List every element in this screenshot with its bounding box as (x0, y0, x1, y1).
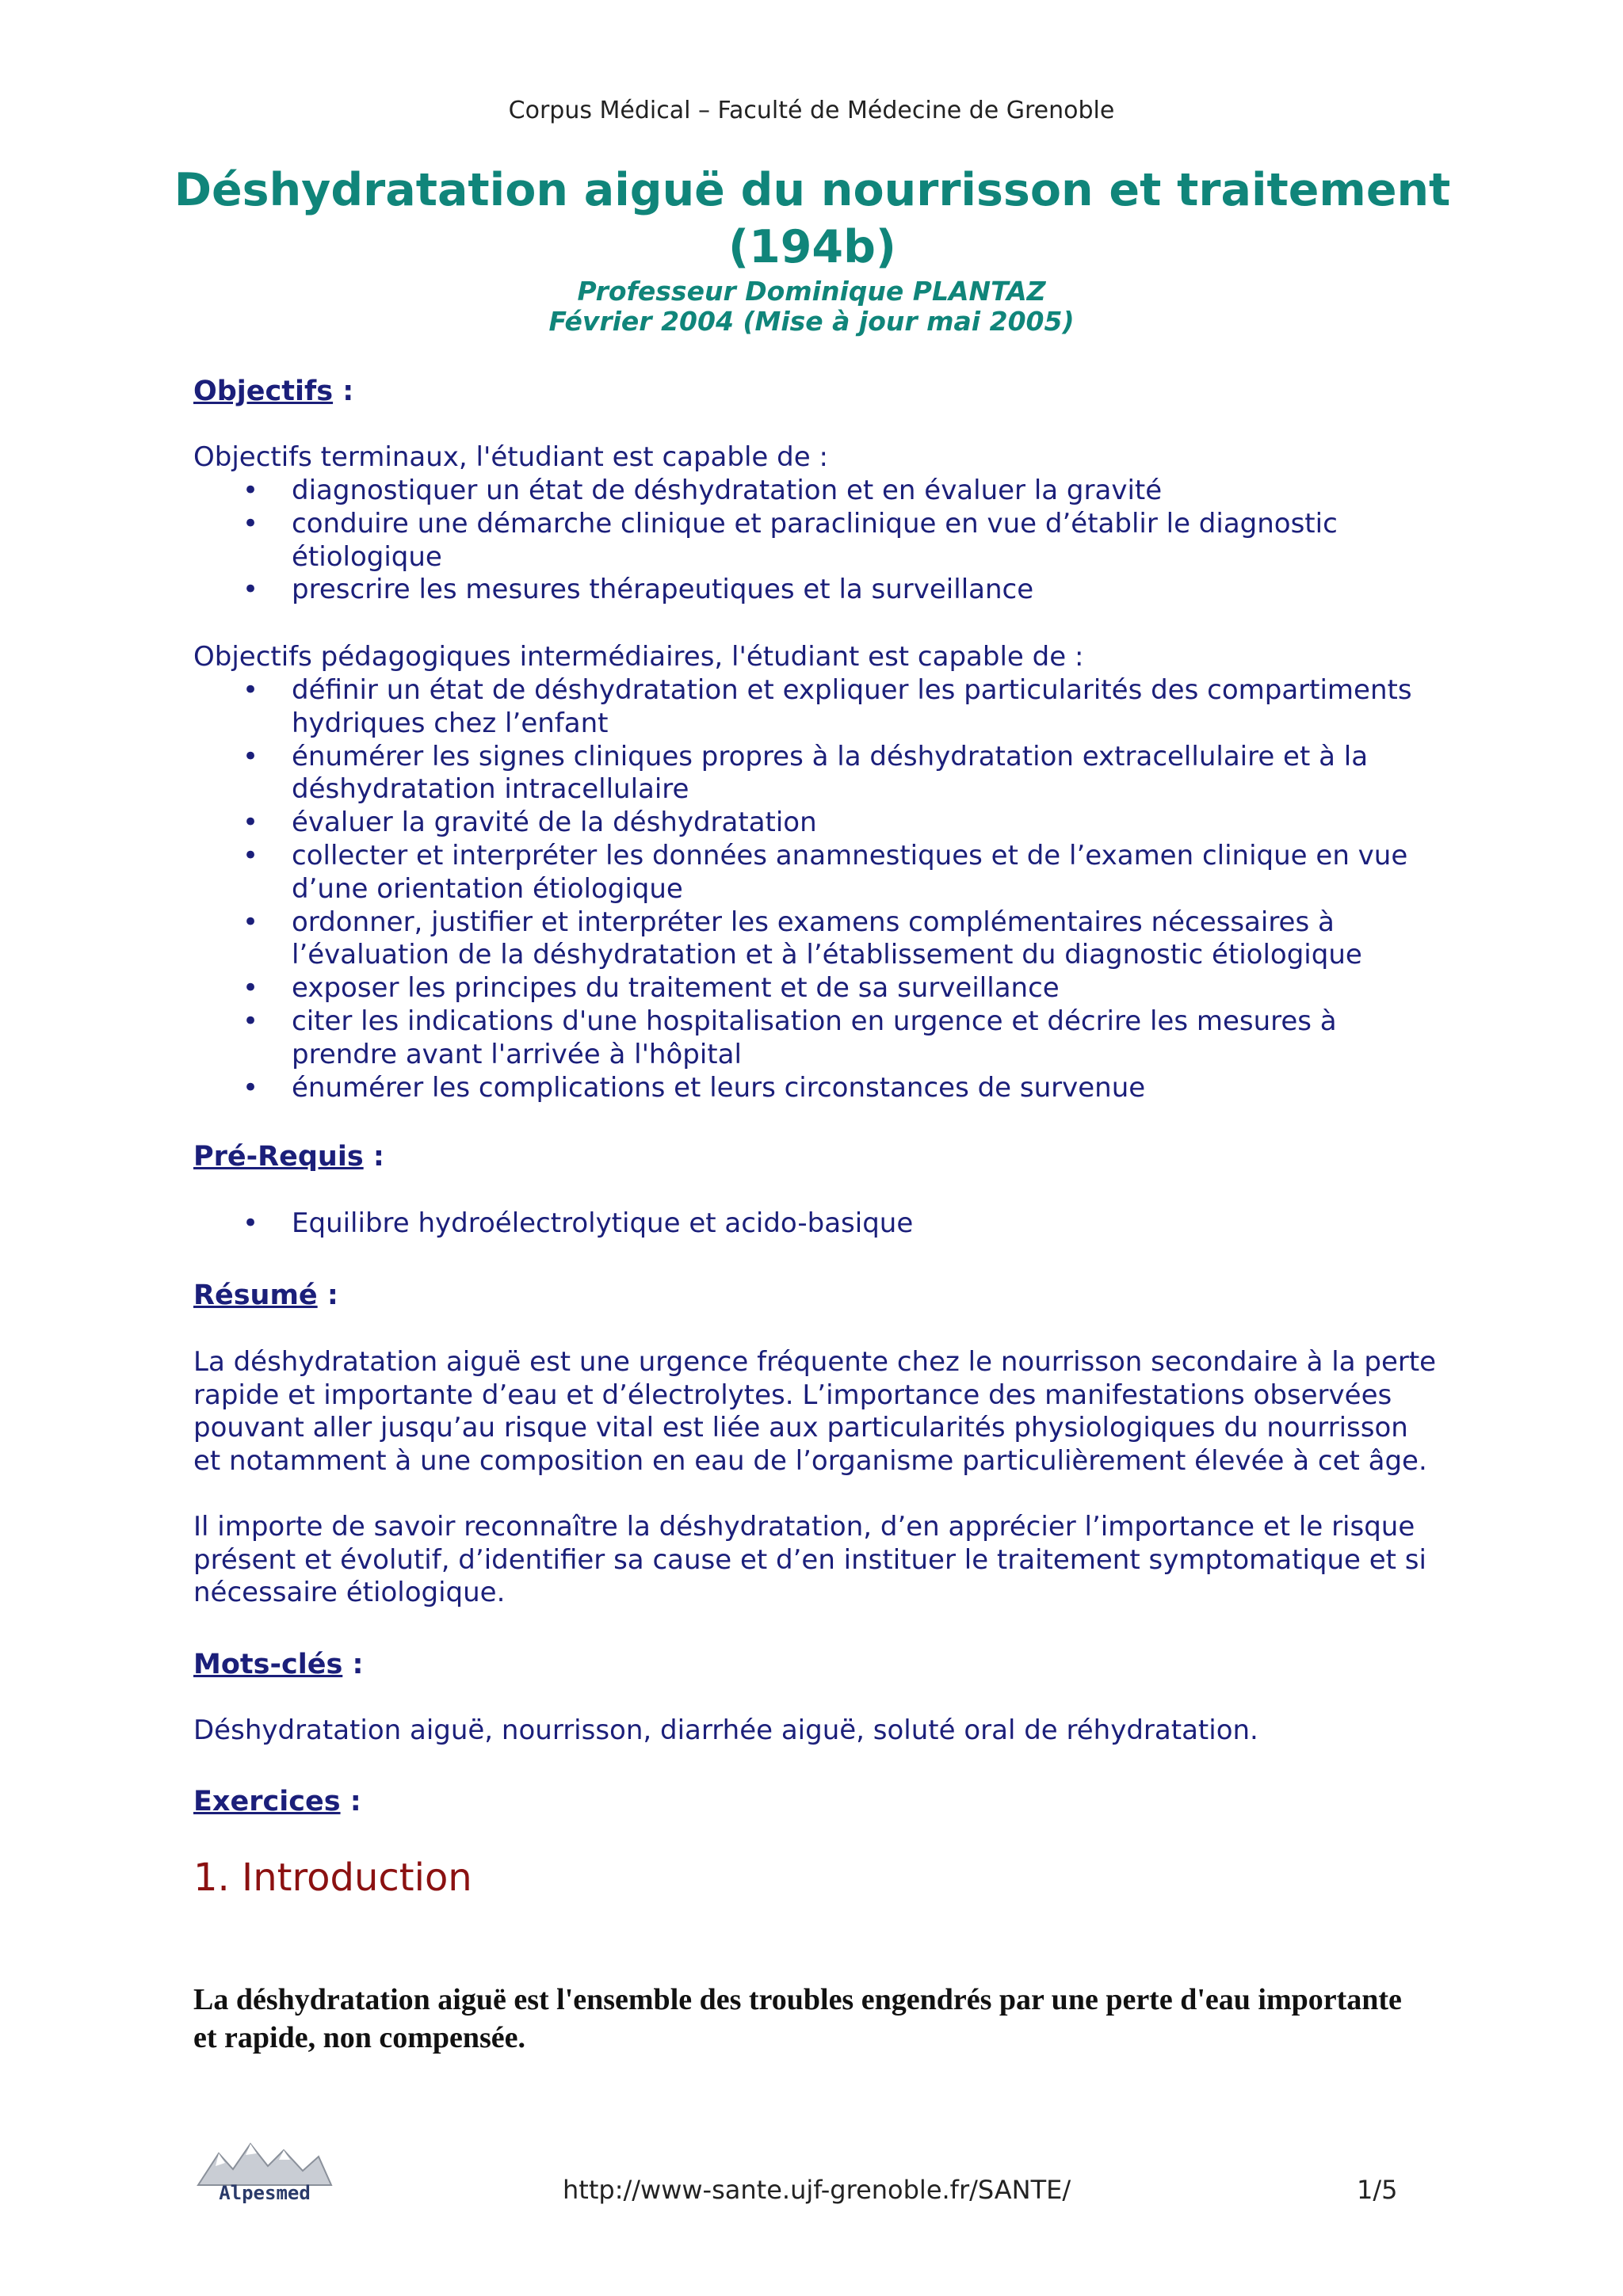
objectifs-intermediaires-intro: Objectifs pédagogiques intermédiaires, l'étudiant est capable de : (193, 641, 1084, 673)
footer-url[interactable]: http://www-sante.ujf-grenoble.fr/SANTE/ (563, 2175, 1071, 2205)
list-item: • ordonner, justifier et interpréter les examens complémentaires nécessaires à l’évaluation de la déshydratation et à l’établissement du diagnostic étiologique (193, 906, 1445, 973)
date: Février 2004 (Mise à jour mai 2005) (548, 306, 1075, 337)
motscles-heading-label: Mots-clés (193, 1649, 343, 1680)
list-item: • exposer les principes du traitement et de sa surveillance (193, 972, 1445, 1005)
alpesmed-logo (195, 2130, 334, 2206)
list-item: • définir un état de déshydratation et expliquer les particularités des compartiments hydriques chez l’enfant (193, 674, 1445, 741)
introduction-title: 1. Introduction (193, 1855, 472, 1900)
page-header: Corpus Médical – Faculté de Médecine de Grenoble (508, 97, 1115, 124)
page-number: 1/5 (1357, 2175, 1398, 2205)
list-item: • prescrire les mesures thérapeutiques et la surveillance (193, 574, 1445, 607)
objectifs-intermediaires-list (193, 674, 1445, 1104)
title-line-1: Déshydratation aiguë du nourrisson et traitement (174, 164, 1451, 216)
objectifs-heading-label: Objectifs (193, 376, 334, 407)
title-line-2: (194b) (728, 221, 896, 273)
alpesmed-logo-text: Alpesmed (219, 2182, 311, 2204)
list-item: • citer les indications d'une hospitalisation en urgence et décrire les mesures à prendre avant l'arrivée à l'hôpital (193, 1005, 1445, 1072)
list-item: • Equilibre hydroélectrolytique et acido-basique (193, 1207, 1445, 1241)
objectifs-heading: Objectifs : (193, 376, 354, 407)
introduction-text: La déshydratation aiguë est l'ensemble des troubles engendrés par une perte d'eau importante et rapide, non compensée. (193, 1983, 1402, 2054)
resume-paragraph-1: La déshydratation aiguë est une urgence fréquente chez le nourrisson secondaire à la perte rapide et importante d’eau et d’électrolytes. L’importance des manifestations observées pouvant aller jusqu’au risque vital est liée aux particularités physiologiques du nourrisson et notamment à une composition en eau de l’organisme particulièrement élevée à cet âge. (193, 1346, 1437, 1477)
exercices-heading: Exercices : (193, 1786, 361, 1817)
author: Professeur Dominique PLANTAZ (577, 276, 1046, 307)
resume-heading: Résumé : (193, 1280, 338, 1311)
list-item: • collecter et interpréter les données anamnestiques et de l’examen clinique en vue d’une orientation étiologique (193, 840, 1445, 906)
list-item: • énumérer les signes cliniques propres à la déshydratation extracellulaire et à la déshydratation intracellulaire (193, 741, 1445, 807)
motscles-text: Déshydratation aiguë, nourrisson, diarrhée aiguë, soluté oral de réhydratation. (193, 1714, 1258, 1746)
list-item: • énumérer les complications et leurs circonstances de survenue (193, 1072, 1445, 1105)
resume-paragraph-2: Il importe de savoir reconnaître la déshydratation, d’en apprécier l’importance et le risque présent et évolutif, d’identifier sa cause et d’en instituer le traitement symptomatique et si nécessaire étiologique. (193, 1511, 1426, 1608)
resume-heading-label: Résumé (193, 1280, 318, 1311)
document-title (158, 162, 1466, 276)
prerequis-list (193, 1207, 1445, 1241)
motscles-heading: Mots-clés : (193, 1649, 364, 1680)
objectifs-terminaux-intro: Objectifs terminaux, l'étudiant est capable de : (193, 441, 828, 473)
list-item: • conduire une démarche clinique et paraclinique en vue d’établir le diagnostic étiologique (193, 508, 1445, 574)
list-item: • diagnostiquer un état de déshydratation et en évaluer la gravité (193, 475, 1445, 508)
objectifs-terminaux-list (193, 475, 1445, 607)
prerequis-heading: Pré-Requis : (193, 1141, 384, 1173)
exercices-heading-label: Exercices (193, 1786, 341, 1817)
prerequis-heading-label: Pré-Requis (193, 1141, 364, 1173)
alpesmed-logo-graphic (195, 2130, 334, 2206)
list-item: • évaluer la gravité de la déshydratation (193, 807, 1445, 840)
